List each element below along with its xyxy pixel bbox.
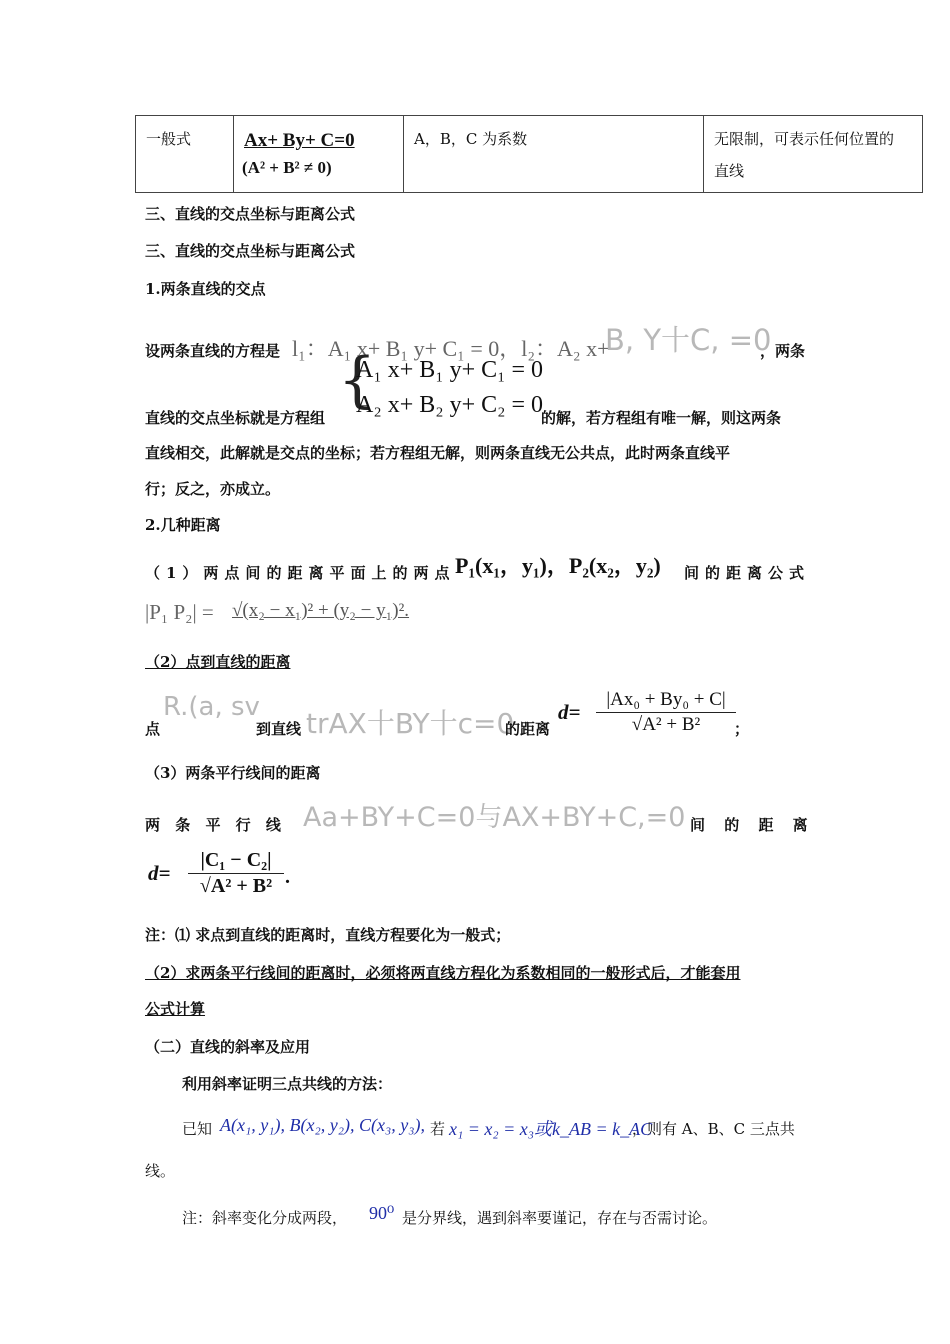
p2-suffix: 的解，若方程组有唯一解，则这两条 <box>541 409 782 427</box>
d2-dian: 点 <box>145 720 161 738</box>
p6-suffix: 是分界线，遇到斜率要谨记，存在与否需讨论。 <box>402 1209 718 1227</box>
general-equation: Ax+ By+ C=0 <box>244 130 355 151</box>
system-equation-2: A₂ x+ B₂ y+ C₂ = 0 <box>356 392 544 418</box>
ocr-artifact-parallel: Aa+BY+C=0与AX+BY+C,=0 <box>303 802 686 833</box>
distance-formula-lhs: |P₁ P₂| = <box>145 600 214 624</box>
collinear-method: 利用斜率证明三点共线的方法： <box>182 1075 393 1093</box>
ocr-artifact-point: R.(a, sv <box>163 692 260 722</box>
restriction-line1: 无限制，可表示任何位置的 <box>714 130 895 148</box>
ocr-artifact-equation: B, Y十C, =0 <box>605 323 772 357</box>
d3-d-symbol: d= <box>148 861 171 885</box>
p5-end: 线。 <box>145 1162 176 1180</box>
restriction-line2: 直线 <box>714 162 745 180</box>
section-heading-3-repeat: 三、直线的交点坐标与距离公式 <box>145 242 356 260</box>
section-heading-3: 三、直线的交点坐标与距离公式 <box>145 205 356 223</box>
subsection-point-line: （2）点到直线的距离 <box>145 653 291 671</box>
p1-suffix: ，两条 <box>760 342 806 360</box>
table-cell-coefficients <box>404 116 704 192</box>
general-equation-condition: (A² + B² ≠ 0) <box>242 158 332 177</box>
angle-90: 90⁰ <box>369 1203 395 1223</box>
ocr-artifact-line: trAX十BY十c=0 <box>306 707 515 740</box>
p3: 直线相交，此解就是交点的坐标；若方程组无解，则两条直线无公共点，此时两条直线平 <box>145 444 731 462</box>
note-1: 注：⑴ 求点到直线的距离时，直线方程要化为一般式； <box>145 926 511 944</box>
d2-distance-label: 的距离 <box>505 720 551 738</box>
note-2-line1: （2）求两条平行线间的距离时，必须将两直线方程化为系数相同的一般形式后，才能套用 <box>145 964 741 982</box>
parallel-fraction <box>188 848 284 899</box>
point-line-fraction <box>596 688 736 737</box>
p4: 行；反之，亦成立。 <box>145 480 281 498</box>
p1-prefix: 设两条直线的方程是 <box>145 342 281 360</box>
parallel-numerator: |C₁ − C₂| <box>200 849 272 871</box>
d1-prefix: （1）两点间的距离平面上的两点 <box>145 564 456 582</box>
note-2-line2: 公式计算 <box>145 1000 206 1018</box>
p6-prefix: 注：斜率变化分成两段， <box>182 1209 348 1227</box>
d1-suffix: 间的距离公式 <box>684 564 811 582</box>
subsection-distances: 2.几种距离 <box>145 516 221 534</box>
d3-dot: . <box>285 866 290 888</box>
point-line-numerator: |Ax₀ + By₀ + C| <box>606 689 726 710</box>
table-cell-type <box>136 116 234 192</box>
collinear-condition: x₁ = x₂ = x₃或k_AB = k_AC <box>449 1119 653 1139</box>
three-points: A(x₁, y₁), B(x₂, y₂), C(x₃, y₃), <box>220 1115 425 1135</box>
parallel-denominator: √A² + B² <box>199 875 273 897</box>
point-line-denominator: √A² + B² <box>631 714 701 735</box>
p5-suffix: ，则有 A、B、C 三点共 <box>632 1120 795 1138</box>
table-cell-equation <box>234 116 404 192</box>
table-cell-restriction <box>704 116 922 192</box>
subsection-intersection: 1.两条直线的交点 <box>145 280 266 298</box>
p5-if: 若 <box>430 1120 446 1138</box>
system-brace-icon: { <box>338 345 377 415</box>
type-label: 一般式 <box>146 130 192 148</box>
p2-prefix: 直线的交点坐标就是方程组 <box>145 409 326 427</box>
line-equations: l₁：A₁ x+ B₁ y+ C₁ = 0，l₂：A₂ x+ <box>292 336 610 361</box>
form-table-row <box>135 115 923 193</box>
d2-d-symbol: d= <box>558 700 581 724</box>
d2-to-line: 到直线 <box>256 720 302 738</box>
system-equation-1: A₁ x+ B₁ y+ C₁ = 0 <box>356 357 544 383</box>
subsection-parallel: （3）两条平行线间的距离 <box>145 764 321 782</box>
distance-formula-rhs: √(x₂ − x₁)² + (y₂ − y₁)². <box>232 600 410 621</box>
two-points: P₁(x₁，y₁)，P₂(x₂，y₂) <box>455 553 661 578</box>
d3-suffix: 间 的 距 离 <box>690 816 808 834</box>
d3-prefix: 两 条 平 行 线 <box>145 816 281 834</box>
coefficient-note: A，B，C 为系数 <box>414 130 528 148</box>
d2-semicolon: ； <box>734 720 750 738</box>
section-slope: （二）直线的斜率及应用 <box>145 1038 311 1056</box>
p5-prefix: 已知 <box>182 1120 213 1138</box>
